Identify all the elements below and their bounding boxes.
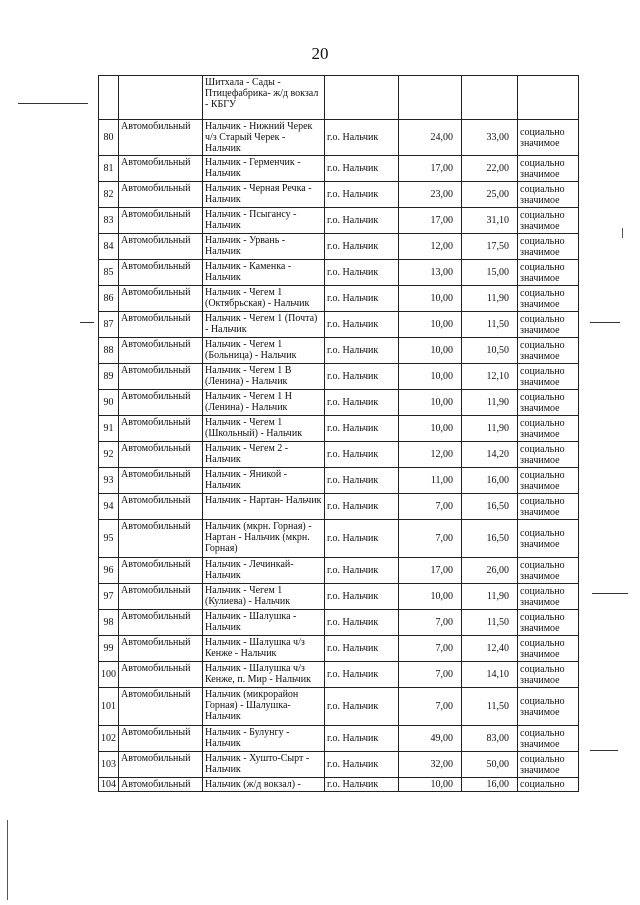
cell-city: г.о. Нальчик xyxy=(325,636,399,662)
table-row xyxy=(99,416,579,442)
scan-edge-line xyxy=(7,820,8,900)
cell-status: социально значимое xyxy=(518,520,579,558)
cell-route: Нальчик - Чегем 1 В (Ленина) - Нальчик xyxy=(203,364,325,390)
cell-status: социально значимое xyxy=(518,558,579,584)
scan-mark-right-3 xyxy=(590,750,618,751)
cell-value-2: 22,00 xyxy=(462,156,518,182)
cell-value-1: 24,00 xyxy=(399,120,462,156)
cell-status: социально значимое xyxy=(518,442,579,468)
cell-status: социально значимое xyxy=(518,286,579,312)
cell-city: г.о. Нальчик xyxy=(325,662,399,688)
cell-city: г.о. Нальчик xyxy=(325,234,399,260)
cell-num: 97 xyxy=(99,584,119,610)
table-row xyxy=(99,234,579,260)
cell-value-1: 7,00 xyxy=(399,636,462,662)
cell-value-2 xyxy=(462,76,518,120)
scan-mark-left-2 xyxy=(80,322,94,323)
cell-route: Нальчик - Чегем 1 (Кулиева) - Нальчик xyxy=(203,584,325,610)
cell-num: 92 xyxy=(99,442,119,468)
table-row xyxy=(99,208,579,234)
cell-num: 95 xyxy=(99,520,119,558)
cell-city: г.о. Нальчик xyxy=(325,726,399,752)
cell-route: Нальчик - Псыгансу - Нальчик xyxy=(203,208,325,234)
cell-transport-type xyxy=(119,76,203,120)
cell-route: Нальчик - Чегем 2 - Нальчик xyxy=(203,442,325,468)
cell-num: 85 xyxy=(99,260,119,286)
cell-route: Нальчик (ж/д вокзал) - xyxy=(203,778,325,792)
cell-value-1: 7,00 xyxy=(399,610,462,636)
cell-num: 90 xyxy=(99,390,119,416)
routes-table xyxy=(98,75,579,792)
cell-value-2: 11,90 xyxy=(462,390,518,416)
cell-value-1: 32,00 xyxy=(399,752,462,778)
cell-status: социально значимое xyxy=(518,636,579,662)
cell-num: 83 xyxy=(99,208,119,234)
table-row xyxy=(99,338,579,364)
cell-value-2: 11,50 xyxy=(462,312,518,338)
cell-route: Нальчик (мкрн. Горная) - Нартан - Нальчик (мкрн. Горная) xyxy=(203,520,325,558)
cell-transport-type: Автомобильный xyxy=(119,208,203,234)
cell-route: Нальчик - Каменка - Нальчик xyxy=(203,260,325,286)
cell-city: г.о. Нальчик xyxy=(325,520,399,558)
cell-transport-type: Автомобильный xyxy=(119,234,203,260)
cell-status: социально значимое xyxy=(518,584,579,610)
table-row xyxy=(99,662,579,688)
cell-route: Нальчик - Чегем 1 (Почта) - Нальчик xyxy=(203,312,325,338)
cell-transport-type: Автомобильный xyxy=(119,120,203,156)
cell-num: 101 xyxy=(99,688,119,726)
cell-value-1: 10,00 xyxy=(399,286,462,312)
page-number: 20 xyxy=(311,44,329,63)
cell-value-1: 10,00 xyxy=(399,364,462,390)
cell-status: социально значимое xyxy=(518,662,579,688)
table-row xyxy=(99,364,579,390)
cell-num: 86 xyxy=(99,286,119,312)
cell-value-2: 14,20 xyxy=(462,442,518,468)
cell-city: г.о. Нальчик xyxy=(325,688,399,726)
cell-value-2: 16,50 xyxy=(462,494,518,520)
cell-value-1: 10,00 xyxy=(399,416,462,442)
cell-status: социально значимое xyxy=(518,416,579,442)
table-row xyxy=(99,120,579,156)
cell-transport-type: Автомобильный xyxy=(119,662,203,688)
table-row xyxy=(99,494,579,520)
cell-value-1: 10,00 xyxy=(399,778,462,792)
cell-city: г.о. Нальчик xyxy=(325,312,399,338)
cell-route: Нальчик - Нижний Черек ч/з Старый Черек - Нальчик xyxy=(203,120,325,156)
cell-route: Нальчик - Герменчик - Нальчик xyxy=(203,156,325,182)
scan-mark-left xyxy=(18,103,88,104)
cell-value-2: 16,50 xyxy=(462,520,518,558)
cell-transport-type: Автомобильный xyxy=(119,688,203,726)
cell-value-2: 50,00 xyxy=(462,752,518,778)
cell-city: г.о. Нальчик xyxy=(325,416,399,442)
cell-value-1 xyxy=(399,76,462,120)
cell-num: 87 xyxy=(99,312,119,338)
cell-transport-type: Автомобильный xyxy=(119,312,203,338)
cell-city: г.о. Нальчик xyxy=(325,390,399,416)
cell-value-2: 16,00 xyxy=(462,778,518,792)
cell-route: Нальчик - Шалушка - Нальчик xyxy=(203,610,325,636)
table-row xyxy=(99,312,579,338)
cell-city: г.о. Нальчик xyxy=(325,260,399,286)
cell-num: 100 xyxy=(99,662,119,688)
cell-city: г.о. Нальчик xyxy=(325,752,399,778)
cell-transport-type: Автомобильный xyxy=(119,520,203,558)
cell-transport-type: Автомобильный xyxy=(119,364,203,390)
cell-value-2: 11,90 xyxy=(462,584,518,610)
cell-num: 98 xyxy=(99,610,119,636)
cell-value-2: 83,00 xyxy=(462,726,518,752)
cell-status: социально значимое xyxy=(518,182,579,208)
cell-route: Нальчик - Шалушка ч/з Кенже, п. Мир - Нальчик xyxy=(203,662,325,688)
cell-city: г.о. Нальчик xyxy=(325,610,399,636)
cell-city: г.о. Нальчик xyxy=(325,584,399,610)
cell-status: социально значимое xyxy=(518,260,579,286)
cell-transport-type: Автомобильный xyxy=(119,726,203,752)
table-row xyxy=(99,752,579,778)
cell-city: г.о. Нальчик xyxy=(325,364,399,390)
cell-value-2: 11,50 xyxy=(462,610,518,636)
cell-value-2: 31,10 xyxy=(462,208,518,234)
cell-transport-type: Автомобильный xyxy=(119,558,203,584)
table-row xyxy=(99,156,579,182)
cell-value-1: 17,00 xyxy=(399,558,462,584)
cell-status: социально значимое xyxy=(518,688,579,726)
cell-num: 80 xyxy=(99,120,119,156)
cell-value-2: 14,10 xyxy=(462,662,518,688)
cell-route: Шитхала - Сады - Птицефабрика- ж/д вокзал - КБГУ xyxy=(203,76,325,120)
cell-route: Нальчик - Чегем 1 (Больница) - Нальчик xyxy=(203,338,325,364)
cell-num xyxy=(99,76,119,120)
cell-city: г.о. Нальчик xyxy=(325,208,399,234)
cell-transport-type: Автомобильный xyxy=(119,494,203,520)
cell-value-1: 7,00 xyxy=(399,494,462,520)
cell-route: Нальчик - Лечинкай- Нальчик xyxy=(203,558,325,584)
cell-num: 82 xyxy=(99,182,119,208)
cell-status: социально значимое xyxy=(518,752,579,778)
cell-route: Нальчик - Чегем 1 (Октябрьская) - Нальчик xyxy=(203,286,325,312)
cell-route: Нальчик - Булунгу - Нальчик xyxy=(203,726,325,752)
table-row xyxy=(99,520,579,558)
cell-num: 99 xyxy=(99,636,119,662)
cell-route: Нальчик - Хушто-Сырт - Нальчик xyxy=(203,752,325,778)
cell-num: 81 xyxy=(99,156,119,182)
cell-transport-type: Автомобильный xyxy=(119,338,203,364)
cell-value-2: 11,50 xyxy=(462,688,518,726)
cell-value-2: 33,00 xyxy=(462,120,518,156)
cell-status: социально значимое xyxy=(518,390,579,416)
cell-value-1: 10,00 xyxy=(399,390,462,416)
cell-num: 96 xyxy=(99,558,119,584)
cell-value-1: 10,00 xyxy=(399,312,462,338)
cell-transport-type: Автомобильный xyxy=(119,610,203,636)
cell-transport-type: Автомобильный xyxy=(119,416,203,442)
cell-city: г.о. Нальчик xyxy=(325,156,399,182)
cell-transport-type: Автомобильный xyxy=(119,752,203,778)
table-row xyxy=(99,286,579,312)
table-row xyxy=(99,390,579,416)
cell-city: г.о. Нальчик xyxy=(325,182,399,208)
table-row xyxy=(99,688,579,726)
cell-status: социально значимое xyxy=(518,120,579,156)
cell-value-1: 10,00 xyxy=(399,338,462,364)
cell-value-1: 11,00 xyxy=(399,468,462,494)
cell-num: 91 xyxy=(99,416,119,442)
cell-num: 89 xyxy=(99,364,119,390)
cell-num: 103 xyxy=(99,752,119,778)
cell-value-2: 11,90 xyxy=(462,416,518,442)
cell-value-1: 7,00 xyxy=(399,662,462,688)
cell-status: социально значимое xyxy=(518,156,579,182)
cell-transport-type: Автомобильный xyxy=(119,778,203,792)
cell-num: 104 xyxy=(99,778,119,792)
cell-num: 84 xyxy=(99,234,119,260)
cell-transport-type: Автомобильный xyxy=(119,468,203,494)
table-row xyxy=(99,726,579,752)
cell-transport-type: Автомобильный xyxy=(119,442,203,468)
table-row xyxy=(99,584,579,610)
cell-value-2: 12,10 xyxy=(462,364,518,390)
cell-status: социально значимое xyxy=(518,610,579,636)
cell-value-1: 49,00 xyxy=(399,726,462,752)
table-row xyxy=(99,636,579,662)
cell-value-1: 12,00 xyxy=(399,234,462,260)
cell-status: социально значимое xyxy=(518,364,579,390)
table-row xyxy=(99,778,579,792)
table-row xyxy=(99,260,579,286)
cell-transport-type: Автомобильный xyxy=(119,286,203,312)
scan-mark-right xyxy=(590,322,620,323)
cell-value-1: 7,00 xyxy=(399,688,462,726)
cell-route: Нальчик - Шалушка ч/з Кенже - Нальчик xyxy=(203,636,325,662)
cell-route: Нальчик - Черная Речка - Нальчик xyxy=(203,182,325,208)
cell-city: г.о. Нальчик xyxy=(325,494,399,520)
table-row xyxy=(99,558,579,584)
cell-value-2: 10,50 xyxy=(462,338,518,364)
table-row xyxy=(99,182,579,208)
cell-status: социально значимое xyxy=(518,234,579,260)
cell-city: г.о. Нальчик xyxy=(325,442,399,468)
table-row xyxy=(99,468,579,494)
cell-value-2: 16,00 xyxy=(462,468,518,494)
cell-city: г.о. Нальчик xyxy=(325,468,399,494)
cell-value-1: 17,00 xyxy=(399,156,462,182)
cell-route: Нальчик - Яникой - Нальчик xyxy=(203,468,325,494)
routes-table-body xyxy=(99,76,579,792)
cell-status xyxy=(518,76,579,120)
continuation-row xyxy=(99,76,579,120)
cell-status: социально значимое xyxy=(518,312,579,338)
cell-status: социально значимое xyxy=(518,468,579,494)
cell-status: социально значимое xyxy=(518,494,579,520)
scan-edge-mark xyxy=(622,228,623,238)
cell-value-2: 11,90 xyxy=(462,286,518,312)
cell-route: Нальчик - Чегем 1 (Школьный) - Нальчик xyxy=(203,416,325,442)
cell-route: Нальчик - Урвань - Нальчик xyxy=(203,234,325,260)
cell-city xyxy=(325,76,399,120)
cell-value-2: 15,00 xyxy=(462,260,518,286)
cell-status: социально значимое xyxy=(518,338,579,364)
table-row xyxy=(99,610,579,636)
cell-status: социально значимое xyxy=(518,208,579,234)
cell-value-1: 17,00 xyxy=(399,208,462,234)
cell-city: г.о. Нальчик xyxy=(325,558,399,584)
table-row xyxy=(99,442,579,468)
cell-value-1: 7,00 xyxy=(399,520,462,558)
cell-city: г.о. Нальчик xyxy=(325,120,399,156)
cell-transport-type: Автомобильный xyxy=(119,390,203,416)
cell-transport-type: Автомобильный xyxy=(119,584,203,610)
cell-value-1: 10,00 xyxy=(399,584,462,610)
cell-transport-type: Автомобильный xyxy=(119,260,203,286)
cell-city: г.о. Нальчик xyxy=(325,286,399,312)
cell-value-2: 26,00 xyxy=(462,558,518,584)
cell-num: 88 xyxy=(99,338,119,364)
scan-mark-right-2 xyxy=(592,593,628,594)
cell-value-1: 13,00 xyxy=(399,260,462,286)
cell-value-2: 12,40 xyxy=(462,636,518,662)
cell-city: г.о. Нальчик xyxy=(325,778,399,792)
cell-num: 102 xyxy=(99,726,119,752)
cell-num: 94 xyxy=(99,494,119,520)
cell-status: социально xyxy=(518,778,579,792)
cell-city: г.о. Нальчик xyxy=(325,338,399,364)
cell-value-1: 23,00 xyxy=(399,182,462,208)
cell-value-2: 25,00 xyxy=(462,182,518,208)
cell-value-1: 12,00 xyxy=(399,442,462,468)
cell-transport-type: Автомобильный xyxy=(119,156,203,182)
cell-value-2: 17,50 xyxy=(462,234,518,260)
cell-route: Нальчик - Нартан- Нальчик xyxy=(203,494,325,520)
cell-num: 93 xyxy=(99,468,119,494)
cell-route: Нальчик - Чегем 1 Н (Ленина) - Нальчик xyxy=(203,390,325,416)
cell-transport-type: Автомобильный xyxy=(119,636,203,662)
cell-route: Нальчик (микрорайон Горная) - Шалушка- Нальчик xyxy=(203,688,325,726)
cell-transport-type: Автомобильный xyxy=(119,182,203,208)
cell-status: социально значимое xyxy=(518,726,579,752)
